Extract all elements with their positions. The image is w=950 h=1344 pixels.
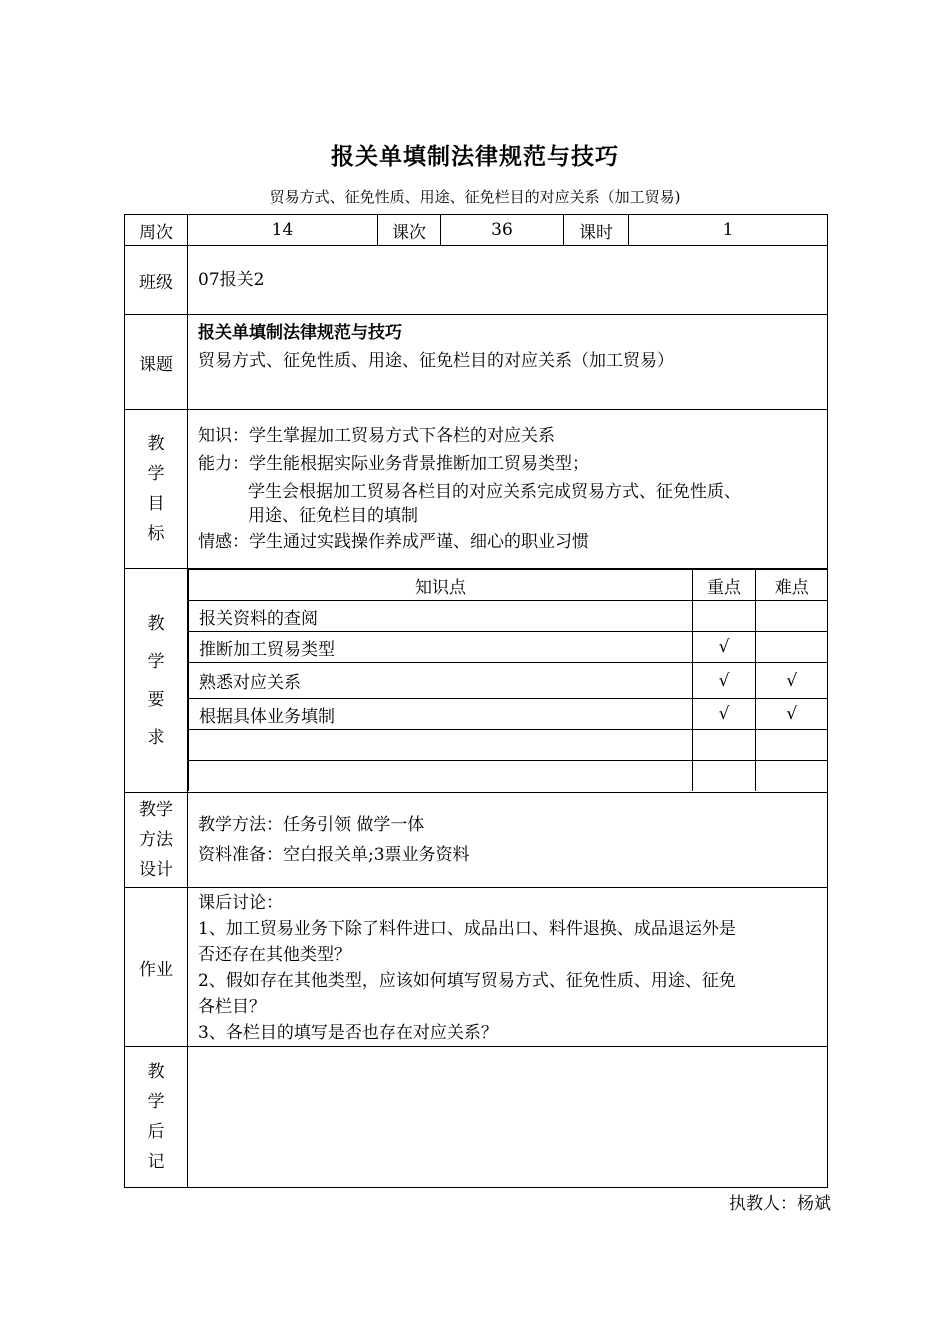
goals-label: 教 学 目 标 bbox=[125, 410, 188, 569]
table-row: 报关资料的查阅 bbox=[189, 601, 828, 632]
requirements-label: 教 学 要 求 bbox=[125, 569, 188, 793]
notes-row bbox=[125, 1047, 828, 1188]
method-cell bbox=[188, 793, 828, 888]
homework-cell bbox=[188, 888, 828, 1047]
header-row bbox=[125, 215, 828, 246]
homework-row bbox=[125, 888, 828, 1047]
homework-line: 3、各栏目的填写是否也存在对应关系？ bbox=[198, 1023, 498, 1043]
lesson-plan-table bbox=[124, 214, 828, 1188]
notes-label: 教 学 后 记 bbox=[125, 1047, 188, 1188]
goal-ability-detail-1: 学生会根据加工贸易各栏目的对应关系完成贸易方式、征免性质、 bbox=[248, 482, 741, 502]
page-subtitle: 贸易方式、征免性质、用途、征免栏目的对应关系（加工贸易) bbox=[269, 188, 681, 206]
topic-label: 课题 bbox=[125, 315, 188, 410]
goal-ability-detail-2: 用途、征免栏目的填制 bbox=[248, 506, 418, 526]
goal-knowledge: 知识：学生掌握加工贸易方式下各栏的对应关系 bbox=[198, 426, 555, 446]
homework-line: 1、加工贸易业务下除了料件进口、成品出口、料件退换、成品退运外是 bbox=[198, 919, 736, 939]
header-knowledge-point: 知识点 bbox=[189, 570, 693, 601]
method-label: 教学 方法 设计 bbox=[125, 793, 188, 888]
requirements-table bbox=[188, 569, 828, 791]
table-row bbox=[189, 761, 828, 792]
header-difficult: 难点 bbox=[756, 570, 828, 601]
topic-subtitle: 贸易方式、征免性质、用途、征免栏目的对应关系（加工贸易） bbox=[198, 351, 674, 371]
goals-row bbox=[125, 410, 828, 569]
requirements-row bbox=[125, 569, 828, 793]
week-value: 14 bbox=[188, 215, 378, 246]
goals-cell bbox=[188, 410, 828, 569]
homework-label: 作业 bbox=[125, 888, 188, 1047]
homework-line: 否还存在其他类型？ bbox=[198, 945, 351, 965]
table-row: 推断加工贸易类型 √ bbox=[189, 632, 828, 663]
class-label: 班级 bbox=[125, 246, 188, 315]
requirements-header bbox=[189, 570, 828, 601]
page-title: 报关单填制法律规范与技巧 bbox=[331, 144, 619, 170]
homework-line: 课后讨论： bbox=[198, 893, 283, 913]
teaching-method: 教学方法：任务引领 做学一体 bbox=[198, 815, 425, 835]
topic-row bbox=[125, 315, 828, 410]
requirements-cell bbox=[188, 569, 828, 793]
notes-cell bbox=[188, 1047, 828, 1188]
class-value: 07报关2 bbox=[188, 246, 828, 315]
header-key: 重点 bbox=[693, 570, 756, 601]
table-row: 熟悉对应关系 √ √ bbox=[189, 663, 828, 699]
goal-emotion: 情感：学生通过实践操作养成严谨、细心的职业习惯 bbox=[198, 532, 589, 552]
materials-prep: 资料准备：空白报关单;3票业务资料 bbox=[198, 845, 470, 865]
hours-label: 课时 bbox=[564, 215, 629, 246]
table-row bbox=[189, 730, 828, 761]
method-row bbox=[125, 793, 828, 888]
week-label: 周次 bbox=[125, 215, 188, 246]
homework-line: 2、假如存在其他类型，应该如何填写贸易方式、征免性质、用途、征免 bbox=[198, 971, 736, 991]
class-row bbox=[125, 246, 828, 315]
homework-line: 各栏目？ bbox=[198, 997, 266, 1017]
topic-title: 报关单填制法律规范与技巧 bbox=[198, 323, 402, 343]
topic-cell bbox=[188, 315, 828, 410]
teacher-signature: 执教人：杨斌 bbox=[729, 1194, 831, 1214]
lesson-value: 36 bbox=[441, 215, 564, 246]
lesson-label: 课次 bbox=[378, 215, 441, 246]
goal-ability: 能力：学生能根据实际业务背景推断加工贸易类型； bbox=[198, 454, 589, 474]
table-row: 根据具体业务填制 √ √ bbox=[189, 699, 828, 730]
hours-value: 1 bbox=[629, 215, 828, 246]
